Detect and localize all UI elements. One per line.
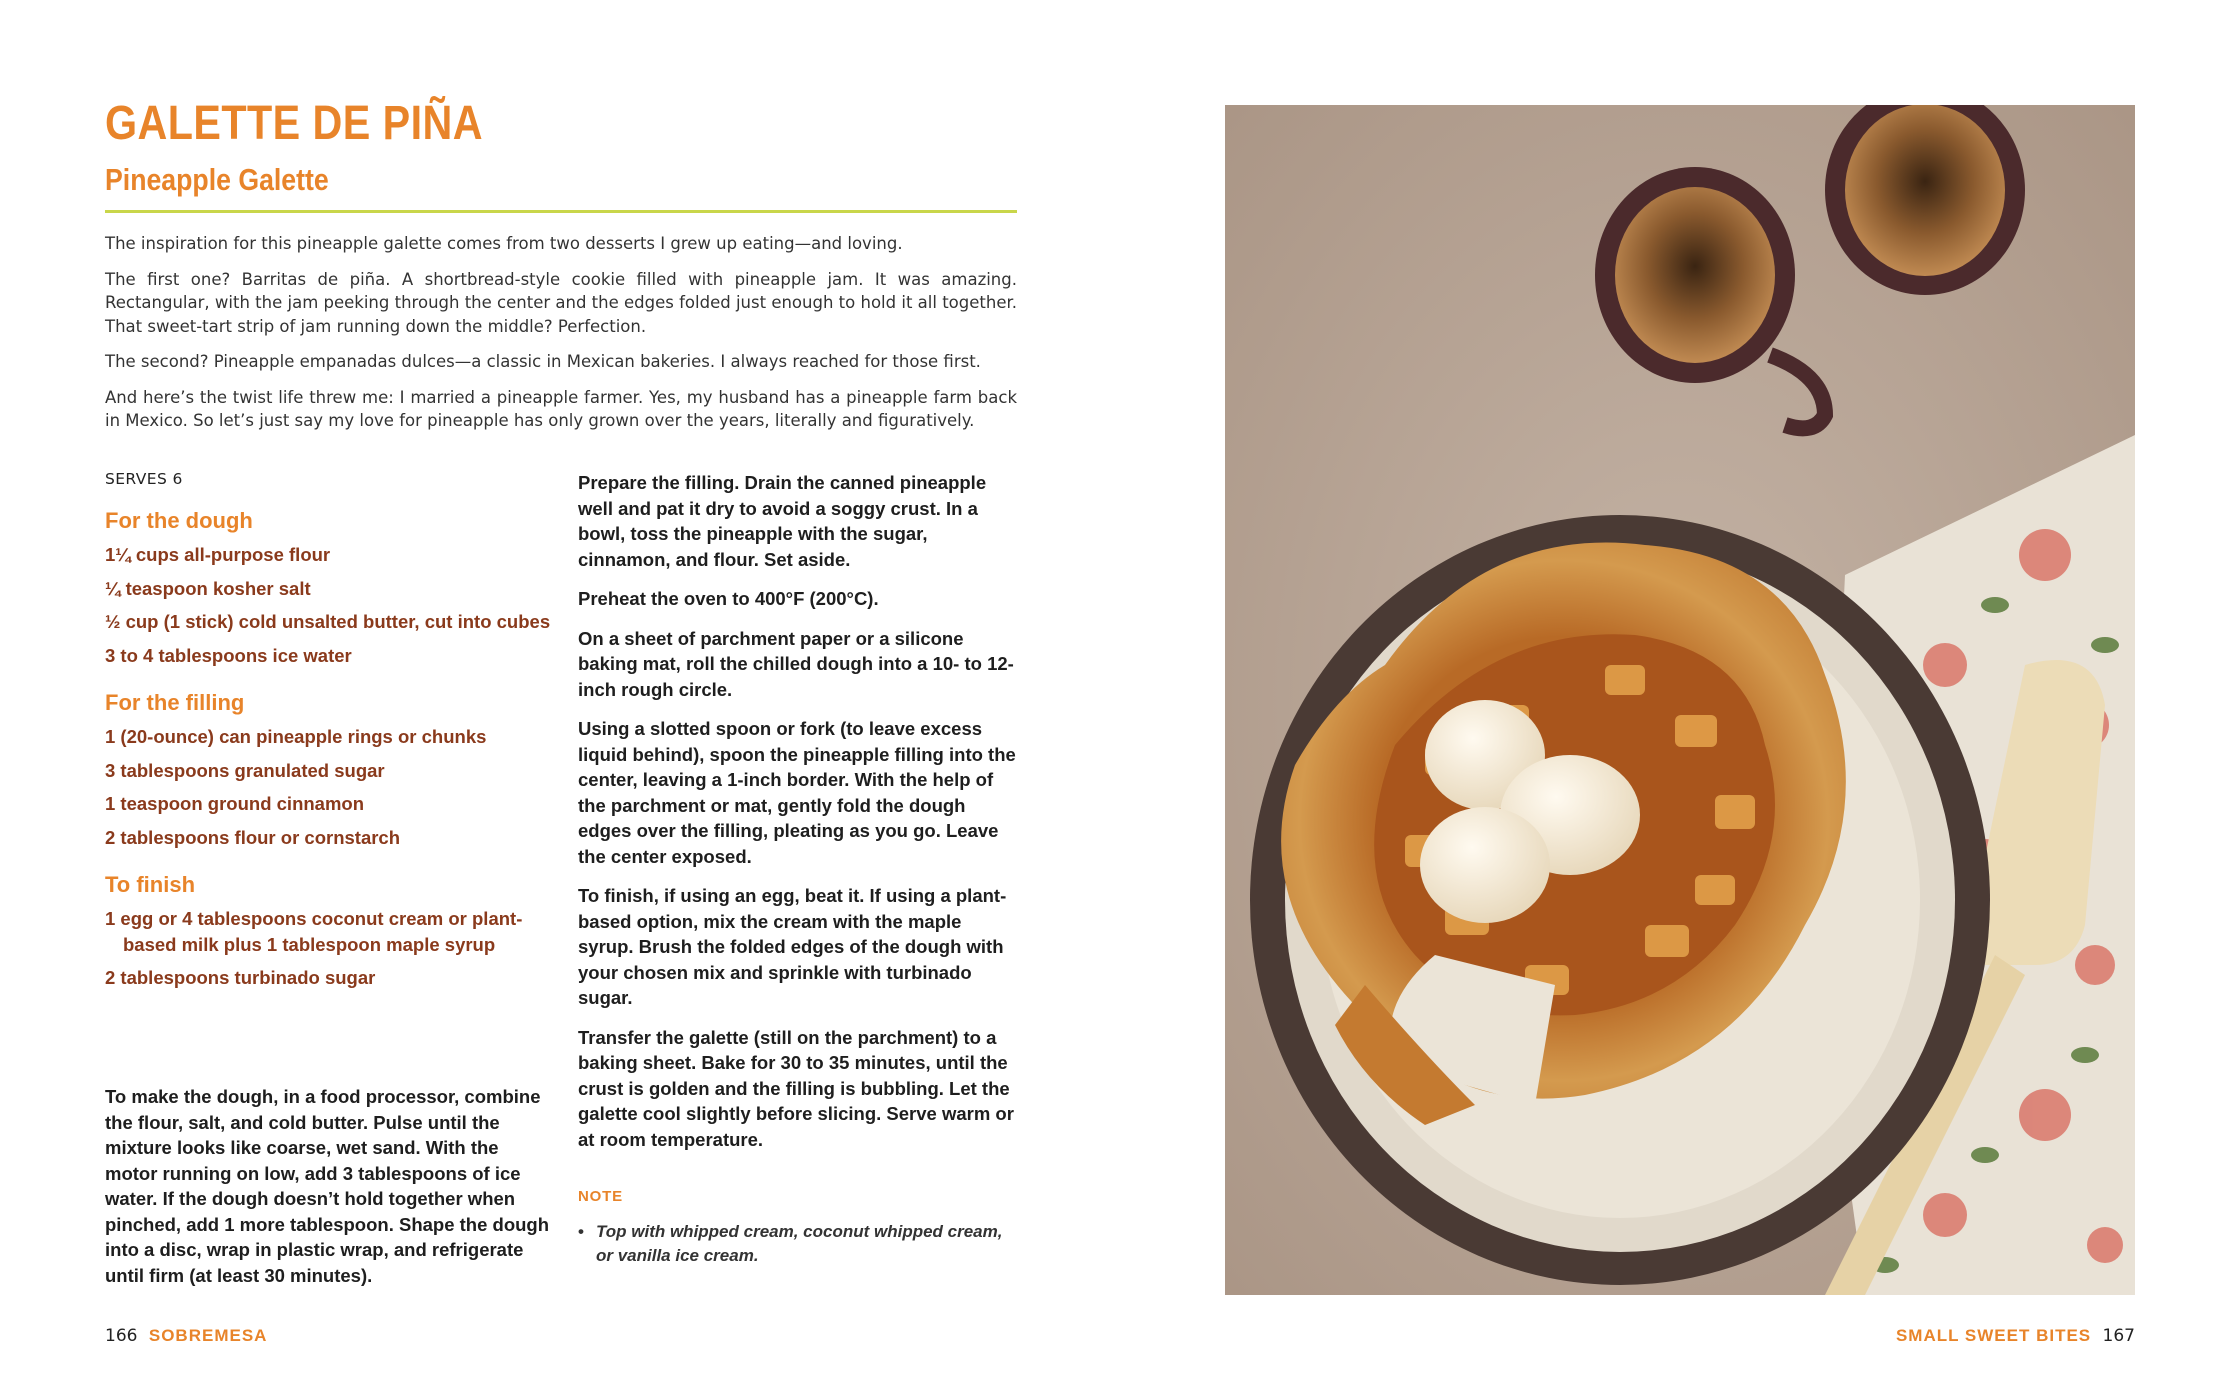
ingredient-item: 3 to 4 tablespoons ice water bbox=[105, 644, 352, 666]
intro-paragraph: And here’s the twist life threw me: I married a pineapple farmer. Yes, my husband has a pineapple farm back in Mexico. So let’s just say my love for pineapple has only grown over the years, literally and figuratively. bbox=[105, 387, 1017, 430]
page-number: 166 bbox=[105, 1326, 138, 1346]
finish-heading: To finish bbox=[105, 872, 196, 897]
note-bullet: • bbox=[578, 1221, 584, 1241]
page-number: 167 bbox=[2102, 1326, 2135, 1346]
recipe-title: GALETTE DE PIÑA bbox=[105, 97, 483, 150]
ingredient-item: 1 teaspoon ground cinnamon bbox=[105, 793, 365, 814]
title-rule bbox=[105, 210, 1017, 213]
instruction-step: On a sheet of parchment paper or a silicone baking mat, roll the chilled dough into a 10- to 12-inch rough circle. bbox=[578, 627, 1014, 700]
recipe-subtitle: Pineapple Galette bbox=[105, 162, 329, 197]
instruction-step: Prepare the filling. Drain the canned pineapple well and pat it dry to avoid a soggy crust. In a bowl, toss the pineapple with the sugar, cinnamon, and flour. Set aside. bbox=[578, 472, 987, 570]
ingredient-item: 3 tablespoons granulated sugar bbox=[105, 759, 385, 781]
note-heading: NOTE bbox=[578, 1188, 623, 1205]
instructions-column bbox=[578, 470, 1018, 1268]
intro-text bbox=[105, 232, 1017, 445]
ingredient-item: 1 (20-ounce) can pineapple rings or chunks bbox=[105, 726, 487, 747]
filling-heading: For the filling bbox=[105, 690, 245, 715]
section-name: SMALL SWEET BITES bbox=[1895, 1326, 2092, 1345]
ingredient-item: ½ cup (1 stick) cold unsalted butter, cut into cubes bbox=[105, 611, 551, 632]
right-folio bbox=[1896, 1326, 2135, 1346]
intro-paragraph: The first one? Barritas de piña. A shortbread-style cookie filled with pineapple jam. It was amazing. Rectangular, with the jam peeking through the center and the edges folded just enough to hold it all together. That sweet-tart strip of jam running down the middle? Perfection. bbox=[105, 269, 1017, 336]
section-name: SOBREMESA bbox=[148, 1326, 268, 1345]
ingredient-item: 1¼ cups all-purpose flour bbox=[105, 544, 331, 565]
ingredient-item: 1 egg or 4 tablespoons coconut cream or plant-based milk plus 1 tablespoon maple syrup bbox=[105, 908, 523, 955]
note-text: Top with whipped cream, coconut whipped cream, or vanilla ice cream. bbox=[596, 1221, 1003, 1265]
instruction-step: Transfer the galette (still on the parchment) to a baking sheet. Bake for 30 to 35 minutes, until the crust is golden and the filling is bubbling. Let the galette cool slightly before slicing. Serve warm or at room temperature. bbox=[578, 1026, 1014, 1150]
galette-photo bbox=[1225, 105, 2135, 1295]
galette-photo-illustration bbox=[1225, 105, 2135, 1295]
dough-instructions: To make the dough, in a food processor, combine the flour, salt, and cold butter. Pulse until the mixture looks like coarse, wet sand. With the motor running on low, add 3 tablespoons of ice water. If the dough doesn’t hold together when pinched, add 1 more tablespoon. Shape the dough into a disc, wrap in plastic wrap, and refrigerate until firm (at least 30 minutes). bbox=[105, 1086, 550, 1286]
finish-ingredients bbox=[105, 906, 555, 991]
instruction-step: To finish, if using an egg, beat it. If using a plant-based option, mix the cream with the maple syrup. Brush the folded edges of the dough with your chosen mix and sprinkle with turbinado sugar. bbox=[578, 885, 1007, 1008]
note-item bbox=[578, 1220, 1018, 1268]
dough-ingredients bbox=[105, 542, 555, 668]
intro-paragraph: The inspiration for this pineapple galette comes from two desserts I grew up eating—and loving. bbox=[105, 234, 903, 253]
ingredient-item: ¼ teaspoon kosher salt bbox=[105, 577, 311, 599]
dough-heading: For the dough bbox=[105, 508, 253, 533]
intro-paragraph: The second? Pineapple empanadas dulces—a classic in Mexican bakeries. I always reached for those first. bbox=[105, 352, 981, 371]
left-folio bbox=[105, 1326, 267, 1346]
ingredient-item: 2 tablespoons flour or cornstarch bbox=[105, 826, 401, 848]
ingredient-item: 2 tablespoons turbinado sugar bbox=[105, 967, 376, 988]
serves-label: SERVES 6 bbox=[105, 470, 183, 488]
filling-ingredients bbox=[105, 724, 555, 850]
instruction-step: Using a slotted spoon or fork (to leave excess liquid behind), spoon the pineapple filling into the center, leaving a 1-inch border. With the help of the parchment or mat, gently fold the dough edges over the filling, pleating as you go. Leave the center exposed. bbox=[578, 718, 1016, 867]
ingredients-column bbox=[105, 470, 555, 1013]
instruction-step: Preheat the oven to 400°F (200°C). bbox=[578, 588, 879, 609]
